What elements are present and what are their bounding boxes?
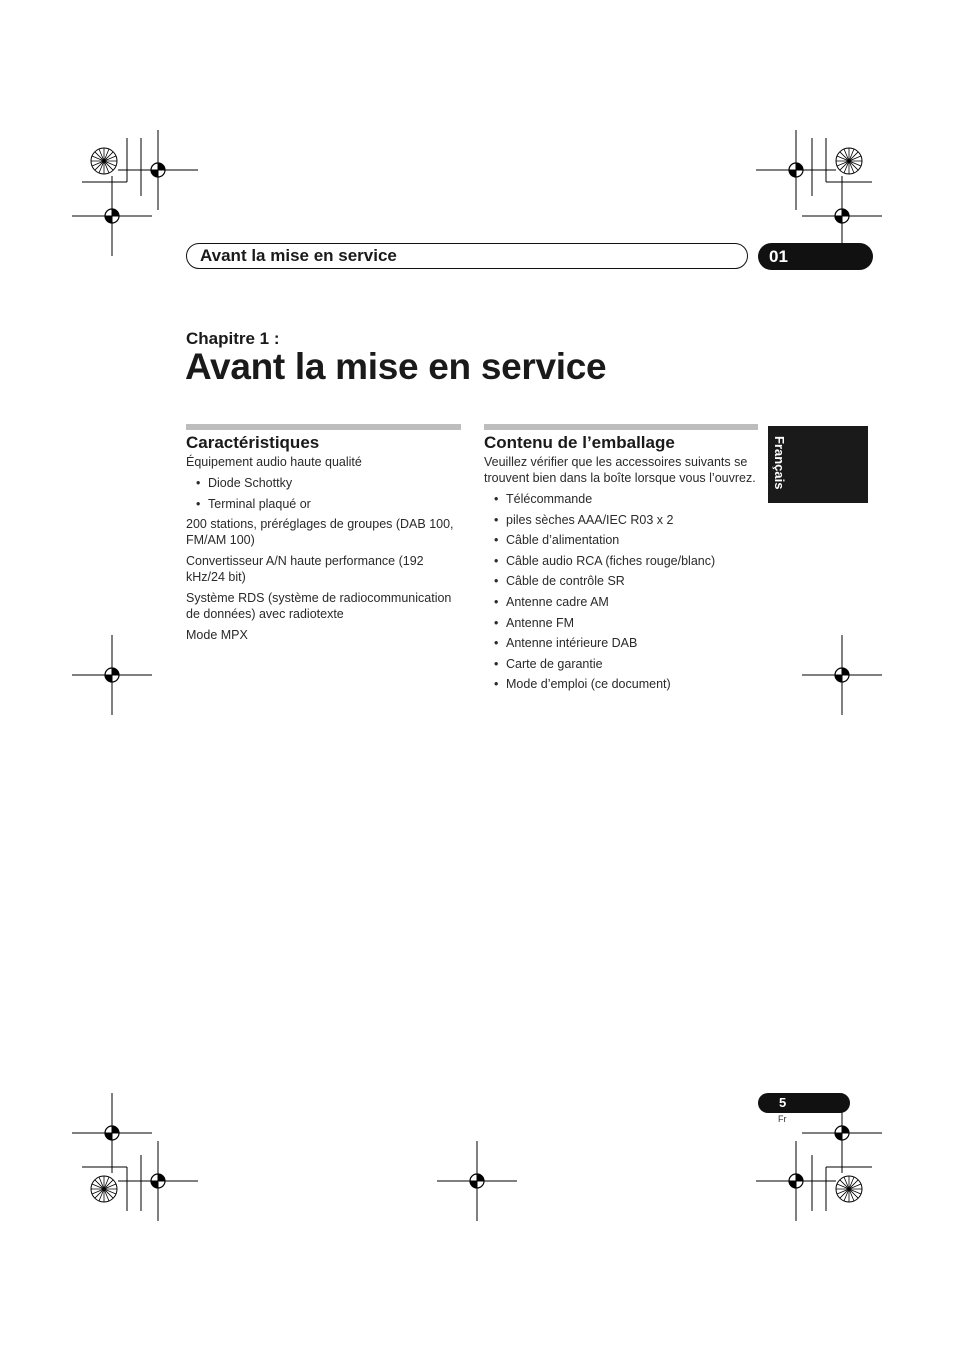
features-intro: Équipement audio haute qualité: [186, 455, 362, 469]
page-language-code: Fr: [778, 1114, 787, 1124]
features-bullet-list: [186, 475, 461, 512]
list-item: • Antenne FM: [484, 615, 758, 631]
package-title: Contenu de l’emballage: [484, 433, 675, 452]
list-item: • piles sèches AAA/IEC R03 x 2: [484, 512, 758, 528]
list-item: • Terminal plaqué or: [186, 496, 461, 512]
chapter-number-tab: 01: [758, 243, 873, 270]
package-intro: Veuillez vérifier que les accessoires suivants se trouvent bien dans la boîte lorsque vous l’ouvrez.: [484, 455, 756, 485]
page-number: 5: [779, 1095, 787, 1110]
list-item: • Antenne intérieure DAB: [484, 635, 758, 651]
list-item: • Câble de contrôle SR: [484, 573, 758, 589]
list-item: • Antenne cadre AM: [484, 594, 758, 610]
feature-paragraph: 200 stations, préréglages de groupes (DAB 100, FM/AM 100): [186, 517, 454, 548]
features-title: Caractéristiques: [186, 433, 320, 452]
feature-paragraph: Système RDS (système de radiocommunication de données) avec radiotexte: [186, 591, 452, 622]
list-item: • Mode d’emploi (ce document): [484, 676, 758, 692]
list-item: • Câble audio RCA (fiches rouge/blanc): [484, 553, 758, 569]
list-item: • Câble d’alimentation: [484, 532, 758, 548]
language-tab-label: Français: [772, 436, 787, 490]
list-item: • Télécommande: [484, 491, 758, 507]
running-header-title: Avant la mise en service: [200, 246, 397, 265]
feature-paragraph: Mode MPX: [186, 628, 248, 643]
section-rule: [484, 424, 758, 430]
feature-paragraph: Convertisseur A/N haute performance (192 kHz/24 bit): [186, 554, 424, 585]
package-contents-section: [484, 424, 758, 697]
list-item: • Diode Schottky: [186, 475, 461, 491]
section-rule: [186, 424, 461, 430]
page-number-pill: [758, 1093, 850, 1113]
package-items-list: [484, 491, 758, 692]
chapter-label: Chapitre 1 :: [186, 329, 280, 348]
features-section: [186, 424, 461, 648]
list-item: • Carte de garantie: [484, 656, 758, 672]
chapter-title: Avant la mise en service: [185, 346, 607, 387]
